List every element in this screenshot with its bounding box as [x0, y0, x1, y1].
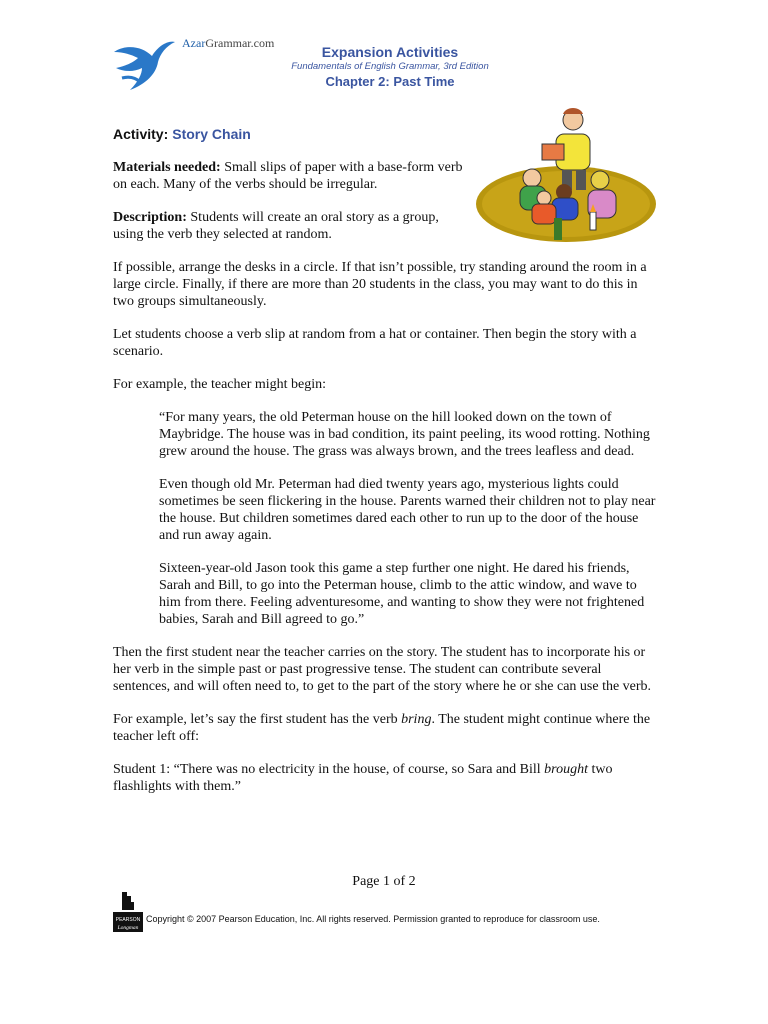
student-verb: brought: [544, 762, 588, 777]
header-subtitle: Fundamentals of English Grammar, 3rd Edition: [291, 61, 489, 72]
materials-paragraph: Materials needed: Small slips of paper with a base-form verb on each. Many of the verbs should be irregular.: [113, 160, 463, 192]
story-quote-paragraph: Even though old Mr. Peterman had died twenty years ago, mysterious lights could sometimes be seen flickering in the house. Parents warned their children not to play near the house. But children sometimes dared each other to run up to the door of the house and run away again.: [159, 477, 656, 543]
instruction-paragraph: Let students choose a verb slip at random from a hat or container. Then begin the story with a scenario.: [113, 327, 637, 359]
header-title: Expansion Activities: [321, 44, 459, 60]
instruction-paragraph: For example, the teacher might begin:: [113, 377, 327, 392]
publisher-top-text: PEARSON: [115, 917, 141, 923]
swallow-bird-icon: [112, 38, 176, 94]
page-header: [240, 44, 540, 89]
story-quote-paragraph: “For many years, the old Peterman house on the hill looked down on the town of Maybridge. The house was in bad condition, its paint peeling, its wood rotting. Nothing grew around the house. The grass was always brown, and the trees leafless and dead.: [159, 410, 650, 459]
activity-name: Story Chain: [172, 126, 251, 142]
example-paragraph: For example, let’s say the first student has the verb bring. The student might continue where the teacher left off:: [113, 712, 651, 744]
story-quote-paragraph: Sixteen-year-old Jason took this game a step further one night. He dared his friends, Sarah and Bill, to go into the Peterman house, climb to the attic window, and wave to him from there. Feeling adventuresome, and wanting to show they were not frightened babies, Sarah and Bill agreed to go.”: [159, 561, 645, 627]
instruction-paragraph: If possible, arrange the desks in a circle. If that isn’t possible, try standing around the room in a large circle. Finally, if there are more than 20 students in the class, you may want to do this in two groups simultaneously.: [113, 260, 647, 309]
description-paragraph: Description: Students will create an oral story as a group, using the verb they selected at random.: [113, 210, 439, 242]
example-verb: bring: [401, 712, 432, 727]
student-example-paragraph: Student 1: “There was no electricity in the house, of course, so Sara and Bill brought two flashlights with them.”: [113, 762, 613, 794]
publisher-bottom-text: Longman: [117, 925, 139, 931]
copyright-text: Copyright © 2007 Pearson Education, Inc. All rights reserved. Permission granted to reproduce for classroom use.: [146, 914, 600, 924]
pearson-logo-icon: [113, 890, 143, 932]
continuation-paragraph: Then the first student near the teacher carries on the story. The student has to incorporate his or her verb in the simple past or past progressive tense. The student can contribute several sentences, and will often need to, to get to the part of the story where he or she can use the verb.: [113, 645, 652, 694]
page-number: Page 1 of 2: [352, 874, 416, 889]
document-body: [113, 126, 658, 811]
header-chapter: Chapter 2: Past Time: [325, 74, 455, 89]
activity-heading: Activity: Story Chain: [113, 126, 251, 142]
page-footer: [113, 890, 673, 934]
brand-logo-text: AzarGrammar.com: [182, 36, 275, 50]
